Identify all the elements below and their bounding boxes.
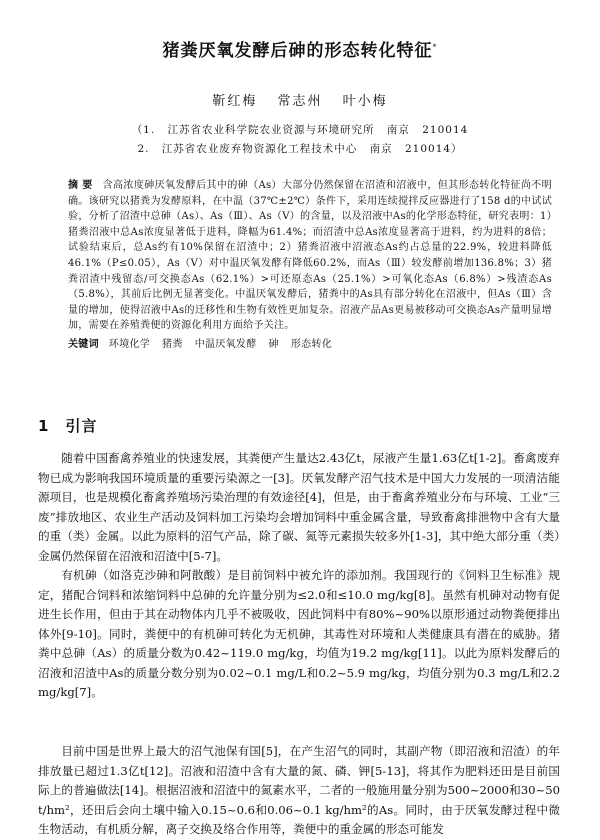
section-heading: [38, 415, 97, 436]
paper-title: [0, 36, 600, 61]
body-paragraph-2: 有机砷（如洛克沙砷和阿散酸）是目前饲料中被允许的添加剂。我国现行的《饲料卫生标准》规定，猪配合饲料和浓缩饲料中总砷的允许量分别为≤2.0和≤10.0 mg/kg[8]。虽然有机砷对动物有促进生长作用，但由于其在动物体内几乎不被吸收，因此饲料中有80%~90%以原形通过动物粪便排出体外[9-10]。同时，粪便中的有机砷可转化为无机砷，其毒性对环境和人类健康具有潜在的威胁。猪粪中总砷（As）的质量分数为0.42~119.0 mg/kg，均值为19.2 mg/kg[11]。以此为原料发酵后的沼液和沼渣中As的质量分数分别为0.02~0.1 mg/L和0.2~5.9 mg/kg，均值分别为0.3 mg/L和2.2 mg/kg[7]。: [38, 568, 560, 699]
body-paragraph-3: 目前中国是世界上最大的沼气池保有国[5]，在产生沼气的同时，其副产物（即沼液和沼渣）的年排放量已超过1.3亿t[12]。沼液和沼渣中含有大量的氮、磷、钾[5-13]，将其作为肥料还田是目前国际上的普遍做法[14]。根据沼液和沼渣中的氮素水平，二者的一般施用量分别为500~2000和30~50 t/hm²，还田后会向土壤中输入0.15~0.6和0.06~0.1 kg/hm²的As。同时，由于厌氧发酵过程中微生物活动，有机质分解，离子交换及络合作用等，粪便中的重金属的形态可能发: [38, 744, 560, 836]
keyword-1: 环境化学: [108, 339, 151, 350]
keywords-label: 关键词: [68, 339, 99, 350]
abstract-label: 摘 要: [68, 180, 93, 191]
keyword-2: 猪粪: [162, 339, 183, 350]
author-list: [0, 90, 600, 109]
section-number: 1: [38, 417, 50, 435]
affiliation-2: 2. 江苏省农业废弃物资源化工程技术中心 南京 210014）: [137, 143, 463, 155]
author-1: 靳红梅: [212, 94, 258, 109]
paper-title-text: 猪粪厌氧发酵后砷的形态转化特征: [162, 41, 433, 61]
author-3: 叶小梅: [342, 94, 388, 109]
author-2: 常志州: [277, 94, 323, 109]
affiliation-1: （1. 江苏省农业科学院农业资源与环境研究所 南京 210014: [131, 124, 469, 136]
body-paragraph-1: 随着中国畜禽养殖业的快速发展，其粪便产生量达2.43亿t，尿液产生量1.63亿t[1-2]。畜禽废弃物已成为影响我国环境质量的重要污染源之一[3]。厌氧发酵产沼气技术是中国大力发展的一项清洁能源项目，也是规模化畜禽养殖场污染治理的有效途径[4]，但是，由于畜禽养殖业分布与环境、工业“三废”排放地区、农业生产活动及饲料加工污染均会增加饲料中重金属含量，导致畜禽排泄物中含有大量的重（类）金属。以此为原料的沼气产品，除了碳、氮等元素损失较多外[1-3]，其中绝大部分重（类）金属仍然保留在沼液和沼渣中[5-7]。: [38, 451, 560, 563]
abstract-text: 含高浓度砷厌氧发酵后其中的砷（As）大部分仍然保留在沼渣和沼液中，但其形态转化特征尚不明确。该研究以猪粪为发酵原料，在中温（37℃±2℃）条件下，采用连续搅拌反应器进行了158 d的中试试验，分析了沼渣中总砷（As）、As（Ⅲ）、As（Ⅴ）的含量，以及沼液中As的化学形态特征，研究表明：1）猪粪沼液中总As浓度显著低于进料，降幅为61.4%；而沼渣中总As浓度显著高于进料，约为进料的8倍；试验结束后，总As约有10%保留在沼渣中；2）猪粪沼液中沼液态As约占总量的22.9%，较进料降低46.1%（P≤0.05），As（Ⅴ）对中温厌氧发酵有降低60.2%，而As（Ⅲ）较发酵前增加136.8%；3）猪粪沼渣中残留态/可交换态As（62.1%）>可还原态As（25.1%）>可氧化态As（6.8%）>残渣态As（5.8%），其前后比例无显著变化。中温厌氧发酵后，猪粪中的As具有部分转化在沼液中，但As（Ⅲ）含量的增加，使得沼液中As的迁移性和生物有效性更加复杂。沼液产品As更易被移动可交换态As产量明显增加，需要在养殖粪便的资源化利用方面给予关注。: [68, 180, 552, 332]
section-title: 引言: [65, 417, 98, 435]
title-footnote-mark: *: [432, 42, 438, 52]
keyword-3: 中温厌氧发酵: [194, 339, 257, 350]
keywords: [68, 335, 552, 350]
abstract: [68, 178, 552, 334]
keyword-4: 砷: [268, 339, 279, 350]
keyword-5: 形态转化: [290, 339, 333, 350]
